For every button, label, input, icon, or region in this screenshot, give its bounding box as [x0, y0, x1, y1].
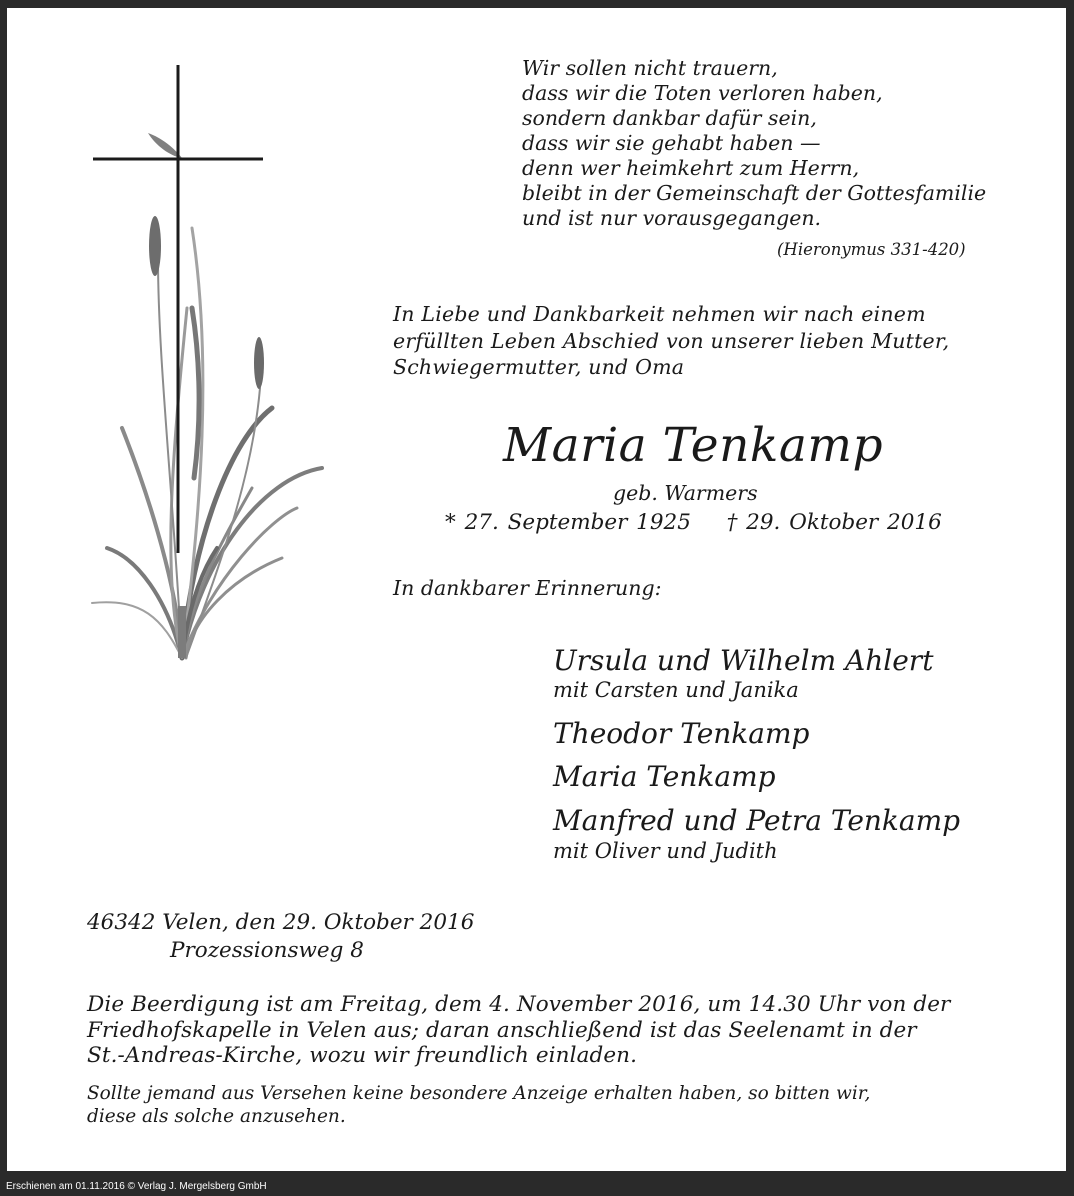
poem-author: (Hieronymus 331-420) — [777, 240, 966, 259]
intro-line: Schwiegermutter, und Oma — [393, 355, 685, 379]
publication-footer: Erschienen am 01.11.2016 © Verlag J. Mergelsberg GmbH — [6, 1181, 267, 1192]
remembrance-heading: In dankbarer Erinnerung: — [393, 576, 662, 600]
poem-line: sondern dankbar dafür sein, — [522, 106, 817, 130]
funeral-line: St.-Andreas-Kirche, wozu wir freundlich einladen. — [87, 1043, 638, 1068]
place-date: 46342 Velen, den 29. Oktober 2016 — [87, 910, 475, 935]
intro-line: In Liebe und Dankbarkeit nehmen wir nach einem — [393, 302, 926, 326]
intro-text — [393, 301, 949, 381]
poem — [522, 56, 986, 231]
mourner-sub: mit Carsten und Janika — [553, 678, 799, 702]
birth-date: * 27. September 1925 — [445, 510, 691, 535]
poem-line: bleibt in der Gemeinschaft der Gottesfamilie — [522, 181, 987, 205]
cross-with-reeds-icon — [82, 58, 342, 678]
mourner-name: Maria Tenkamp — [553, 760, 776, 793]
intro-line: erfüllten Leben Abschied von unserer lieben Mutter, — [393, 328, 950, 353]
poem-line: und ist nur vorausgegangen. — [522, 206, 822, 230]
mourner-sub: mit Oliver und Judith — [553, 839, 778, 863]
poem-line: Wir sollen nicht trauern, — [522, 56, 778, 80]
funeral-line: Die Beerdigung ist am Freitag, dem 4. November 2016, um 14.30 Uhr von der — [87, 992, 951, 1017]
mourner-name: Manfred und Petra Tenkamp — [553, 804, 961, 837]
birth-name: geb. Warmers — [613, 481, 758, 505]
notice-line: diese als solche anzusehen. — [87, 1106, 346, 1127]
address: Prozessionsweg 8 — [170, 938, 364, 963]
mourner-name: Ursula und Wilhelm Ahlert — [553, 644, 934, 677]
life-dates — [445, 510, 942, 535]
obituary-notice — [7, 8, 1066, 1171]
poem-line: dass wir die Toten verloren haben, — [522, 81, 883, 105]
poem-line: denn wer heimkehrt zum Herrn, — [522, 156, 860, 180]
deceased-name: Maria Tenkamp — [503, 418, 884, 473]
notice-text — [87, 1082, 870, 1128]
funeral-line: Friedhofskapelle in Velen aus; daran anschließend ist das Seelenamt in der — [87, 1017, 917, 1043]
poem-line: dass wir sie gehabt haben — — [522, 131, 821, 155]
funeral-info — [87, 992, 950, 1069]
mourner-name: Theodor Tenkamp — [553, 717, 810, 750]
death-date: † 29. Oktober 2016 — [726, 510, 942, 535]
notice-line: Sollte jemand aus Versehen keine besondere Anzeige erhalten haben, so bitten wir, — [87, 1083, 871, 1104]
